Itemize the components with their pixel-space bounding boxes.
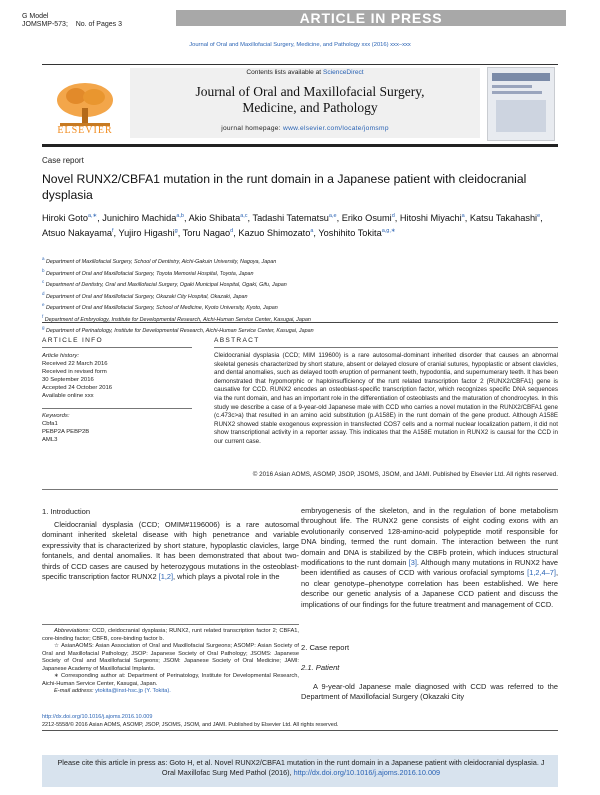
author[interactable]: Katsu Takahashi bbox=[469, 213, 538, 224]
citation-link[interactable]: [3] bbox=[408, 558, 417, 568]
affiliation bbox=[42, 324, 562, 336]
keywords-heading: Keywords: bbox=[42, 413, 70, 419]
journal-title: Journal of Oral and Maxillofacial Surgery, Medicine, and Pathology bbox=[195, 84, 425, 115]
abstract-heading: ABSTRACT bbox=[214, 337, 260, 344]
author-affiliation-marker[interactable]: a bbox=[310, 227, 314, 234]
author[interactable]: Akio Shibata bbox=[188, 213, 241, 224]
case-report-heading: 2. Case report bbox=[301, 643, 350, 652]
affiliation-marker: c bbox=[42, 279, 45, 284]
affiliation-marker: e bbox=[42, 302, 45, 307]
history-heading: Article history: bbox=[42, 353, 79, 359]
header-rule-top bbox=[42, 64, 558, 65]
affiliation bbox=[42, 255, 562, 267]
email-footnote: E-mail address: ytokita@inst-hsc.jp (Y. Tokita). bbox=[54, 688, 171, 694]
keyword: AML3 bbox=[42, 437, 58, 444]
societies-footnote: ☆ AsianAOMS: Asian Association of Oral and Maxillofacial Surgeons; ASOMP: Asian Society of Oral and Maxillofacial Pathology; JSOP: Japanese Society of Oral Pathology; JSOMS: Japanese Society of Oral and Maxillofacial Surgeons; JSOM: Japanese Society of Oral Medicine; JAMI: Japanese Academy of Maxillofacial Implants. bbox=[42, 643, 299, 672]
affiliation-text: Department of Dentistry, Oral and Maxillofacial Surgery, Ogaki Municipal Hospital, Ogaki, Gifu, Japan bbox=[45, 281, 287, 288]
keyword: PEBP2A PEBP2B bbox=[42, 429, 90, 436]
keywords bbox=[42, 412, 192, 444]
citation-link[interactable]: [1,2] bbox=[158, 572, 174, 582]
history-item: Received 22 March 2016 bbox=[42, 361, 108, 368]
affiliation-text: Department of Oral and Maxillofacial Surgery, School of Medicine, Kyoto University, Kyoto, Japan bbox=[46, 304, 278, 311]
affiliation-marker: a bbox=[42, 256, 45, 261]
author-affiliation-marker[interactable]: d bbox=[391, 213, 395, 219]
citation-link[interactable]: [1,2,4–7] bbox=[527, 568, 556, 578]
author[interactable]: Yoshihito Tokita bbox=[318, 227, 382, 238]
issn-line: 2212-5558/© 2016 Asian AOMS, ASOMP, JSOP, JSOMS, JSOM, and JAMI. Published by Elsevier Ltd. All rights reserved. bbox=[42, 722, 339, 728]
footnotes bbox=[42, 628, 299, 696]
affiliation bbox=[42, 290, 562, 302]
affiliation-text: Department of Perinatology, Institute for Developmental Research, Aichi-Human Service Center, Kasugai, Japan bbox=[46, 327, 314, 334]
author-affiliation-marker[interactable]: d bbox=[230, 227, 234, 234]
article-history bbox=[42, 352, 192, 401]
article-in-press-banner: ARTICLE IN PRESS bbox=[176, 10, 566, 26]
affiliation bbox=[42, 267, 562, 279]
introduction-paragraph: Cleidocranial dysplasia (CCD; OMIM#1196006) is a rare autosomal dominant inherited skeletal disease with high penetrance and variable expressivity that is characterized by short stature, hypoplastic clavicles, large fontanels, and dental anomalies. It has been demonstrated that about two-thirds of CCD cases are caused by heterozygous mutations in the osteoblast-specific transcription factor RUNX2 [1,2], which plays a pivotal role in the bbox=[42, 520, 299, 582]
journal-reference-link[interactable]: Journal of Oral and Maxillofacial Surgery, Medicine, and Pathology xxx (2016) xxx–xxx bbox=[189, 42, 411, 48]
affiliation-marker: d bbox=[42, 290, 45, 296]
header-rule-bottom bbox=[42, 144, 558, 147]
corresponding-author-footnote: ∗ Corresponding author at: Department of Perinatology, Institute for Developmental Research, Aichi-Human Service Center, Kasugai, Japan. bbox=[42, 673, 299, 687]
footer-rule bbox=[42, 730, 558, 731]
author-affiliation-marker[interactable]: g bbox=[174, 227, 178, 234]
affiliation bbox=[42, 301, 562, 313]
contents-line: Contents lists available at ScienceDirect bbox=[246, 69, 364, 76]
author-affiliation-marker[interactable]: e bbox=[537, 213, 541, 219]
journal-homepage: journal homepage: www.elsevier.com/locate/jomsmp bbox=[221, 125, 389, 132]
footnote-rule bbox=[42, 624, 299, 625]
author-affiliation-marker[interactable]: a bbox=[461, 213, 465, 219]
info-rule bbox=[42, 347, 192, 348]
patient-paragraph: A 9-year-old Japanese male diagnosed with CCD was referred to the Department of Maxillofacial Surgery (Okazaki City bbox=[301, 682, 558, 702]
separator bbox=[42, 489, 558, 490]
affiliation bbox=[42, 278, 562, 290]
affiliation-marker: g bbox=[42, 325, 45, 330]
abstract-text: Cleidocranial dysplasia (CCD; MIM 119600) is a rare autosomal-dominant inherited disorder that causes an abnormal skeletal genesis characterized by short stature, absent or delayed closure of cranial sutures, hypoplastic or absent clavicles, and dental anomalies, such as delayed tooth eruption of permanent teeth, hypodontia, and supernumerary teeth. It has been demonstrated that hypomorphic or haploinsufficiency of the runt related transcription factor 2 (RUNX2/CBFA1) gene is causative for CCD. RUNX2 encodes an osteoblast-specific transcription factor, which recognizes specific DNA sequences via the runt domain, and has an important role in the differentiation of osteoblasts and the maturation of chondrocytes. In this study we describe a case of a 9-year-old Japanese male with CCD who carries a novel mutation in the RUNX2/CBFA1 gene (c.473c>a) that resulted in an amino acid substitution (p.A158E) in the runt domain of the gene product. Although A158E RUNX2 showed stable exogenous expression in transfected COS7 cells and a normal nuclear localization pattern, it did not show transcriptional activity in a reporter assay. This indicates that the A158E mutation in RUNX2 is causal for the CCD in our current case. bbox=[214, 352, 558, 445]
affiliation-list bbox=[42, 255, 562, 336]
keywords-rule bbox=[42, 408, 192, 409]
introduction-heading: 1. Introduction bbox=[42, 507, 91, 516]
citation-doi-link[interactable]: http://dx.doi.org/10.1016/j.ajoms.2016.10.009 bbox=[293, 767, 441, 777]
abbreviations-footnote: Abbreviations: CCD, cleidocranial dysplasia; RUNX2, runt related transcription factor 2; CBFA1, core-binding factor; CBFB, core-binding factor b. bbox=[42, 628, 299, 642]
g-model: G Model bbox=[22, 13, 49, 20]
doi-link[interactable]: http://dx.doi.org/10.1016/j.ajoms.2016.10.009 bbox=[42, 714, 153, 720]
author-affiliation-marker[interactable]: a,g,∗ bbox=[381, 227, 396, 234]
affiliation-text: Department of Oral and Maxillofacial Surgery, Toyota Memorial Hospital, Toyota, Japan bbox=[46, 270, 254, 277]
author[interactable]: Tadashi Tatematsu bbox=[252, 213, 329, 224]
author[interactable]: Atsuo Nakayama bbox=[42, 227, 112, 238]
email-link[interactable]: ytokita@inst-hsc.jp (Y. Tokita). bbox=[93, 688, 171, 694]
author-list: Hiroki Goto$^{a,∗}$, Junichiro Machida$^{a,b}$, Akio Shibata$^{a,c}$, Tadashi Tatematsu$^{a,e}$, Eriko Osumi$^d$, Hitoshi Miyachi$^a$, Katsu Takahashi$^e$, Atsuo Nakayama$^f$, Yujiro Higashi$^g$, Toru Nagao$^d$, Kazuo Shimozato$^a$, Yoshihito Tokita$^{a,g,∗}$ bbox=[42, 213, 543, 238]
affiliation-text: Department of Maxillofacial Surgery, School of Dentistry, Aichi-Gakuin University, Nagoya, Japan bbox=[46, 258, 277, 265]
elsevier-wordmark: ELSEVIER bbox=[57, 125, 113, 136]
citation-text: Please cite this article in press as: Goto H, et al. Novel RUNX2/CBFA1 mutation in the runt domain in a Japanese patient with cleidocranial dysplasia. J Oral Maxillofac Surg Med Pathol (2016), http://dx.doi.org/10.1016/j.ajoms.2016.10.009 bbox=[57, 758, 545, 777]
article-title: Novel RUNX2/CBFA1 mutation in the runt domain in a Japanese patient with cleidocranial dysplasia bbox=[42, 172, 527, 202]
journal-cover-thumbnail bbox=[487, 67, 555, 141]
author-affiliation-marker[interactable]: a,∗ bbox=[87, 213, 98, 219]
author-affiliation-marker[interactable]: a,e bbox=[328, 213, 337, 219]
history-item: Received in revised form bbox=[42, 369, 107, 376]
author[interactable]: Junichiro Machida bbox=[102, 213, 177, 224]
abstract-copyright: © 2016 Asian AOMS, ASOMP, JSOP, JSOMS, JSOM, and JAMI. Published by Elsevier Ltd. All rights reserved. bbox=[252, 471, 558, 478]
author[interactable]: Eriko Osumi bbox=[341, 213, 392, 224]
history-item: Accepted 24 October 2016 bbox=[42, 385, 113, 392]
article-code bbox=[22, 13, 122, 29]
separator bbox=[42, 322, 558, 323]
abstract-rule bbox=[214, 347, 558, 348]
introduction-continued: embryogenesis of the skeleton, and in the regulation of bone metabolism throughout life. The RUNX2 gene consists of eight coding exons with an evolutionarily conserved 128-amino-acid polypeptide motif responsible for DNA binding, termed the runt domain. The interaction between the runt domain and DNA is stabilized by the CBFb protein, which induces structural modifications to the runt domain [3]. Although many mutations in RUNX2 have been identified as causes of CCD with various orofacial symptoms [1,2,4–7], no clear genotype–phenotype correlation has been established. We here describe our genetic analysis of a Japanese CCD patient and discuss the implications of our findings for the future treatment and management of CCD. bbox=[301, 506, 558, 609]
author[interactable]: Toru Nagao bbox=[182, 227, 231, 238]
article-id: JOMSMP-573; No. of Pages 3 bbox=[22, 21, 122, 28]
keyword: Cbfa1 bbox=[42, 421, 58, 428]
patient-subheading: 2.1. Patient bbox=[301, 663, 340, 672]
author-affiliation-marker[interactable]: f bbox=[111, 227, 114, 234]
sciencedirect-link[interactable]: ScienceDirect bbox=[322, 69, 364, 76]
author-affiliation-marker[interactable]: a,b bbox=[176, 213, 184, 219]
article-type: Case report bbox=[42, 156, 84, 165]
author[interactable]: Hitoshi Miyachi bbox=[399, 213, 462, 224]
author[interactable]: Hiroki Goto bbox=[42, 213, 88, 224]
affiliation-marker: b bbox=[42, 267, 45, 273]
affiliation-marker: f bbox=[42, 313, 44, 319]
homepage-link[interactable]: www.elsevier.com/locate/jomsmp bbox=[283, 125, 389, 132]
history-item: Available online xxx bbox=[42, 393, 94, 400]
author[interactable]: Kazuo Shimozato bbox=[238, 227, 311, 238]
article-info-heading: ARTICLE INFO bbox=[42, 337, 103, 344]
history-item: 30 September 2016 bbox=[42, 377, 94, 384]
elsevier-tree-logo-icon bbox=[46, 80, 124, 130]
affiliation-text: Department of Oral and Maxillofacial Surgery, Okazaki City Hospital, Okazaki, Japan bbox=[46, 293, 248, 300]
affiliation-text: Department of Embryology, Institute for Developmental Research, Aichi-Human Service Center, Kasugai, Japan bbox=[44, 316, 311, 323]
author[interactable]: Yujiro Higashi bbox=[118, 227, 175, 238]
author-affiliation-marker[interactable]: a,c bbox=[240, 213, 248, 219]
